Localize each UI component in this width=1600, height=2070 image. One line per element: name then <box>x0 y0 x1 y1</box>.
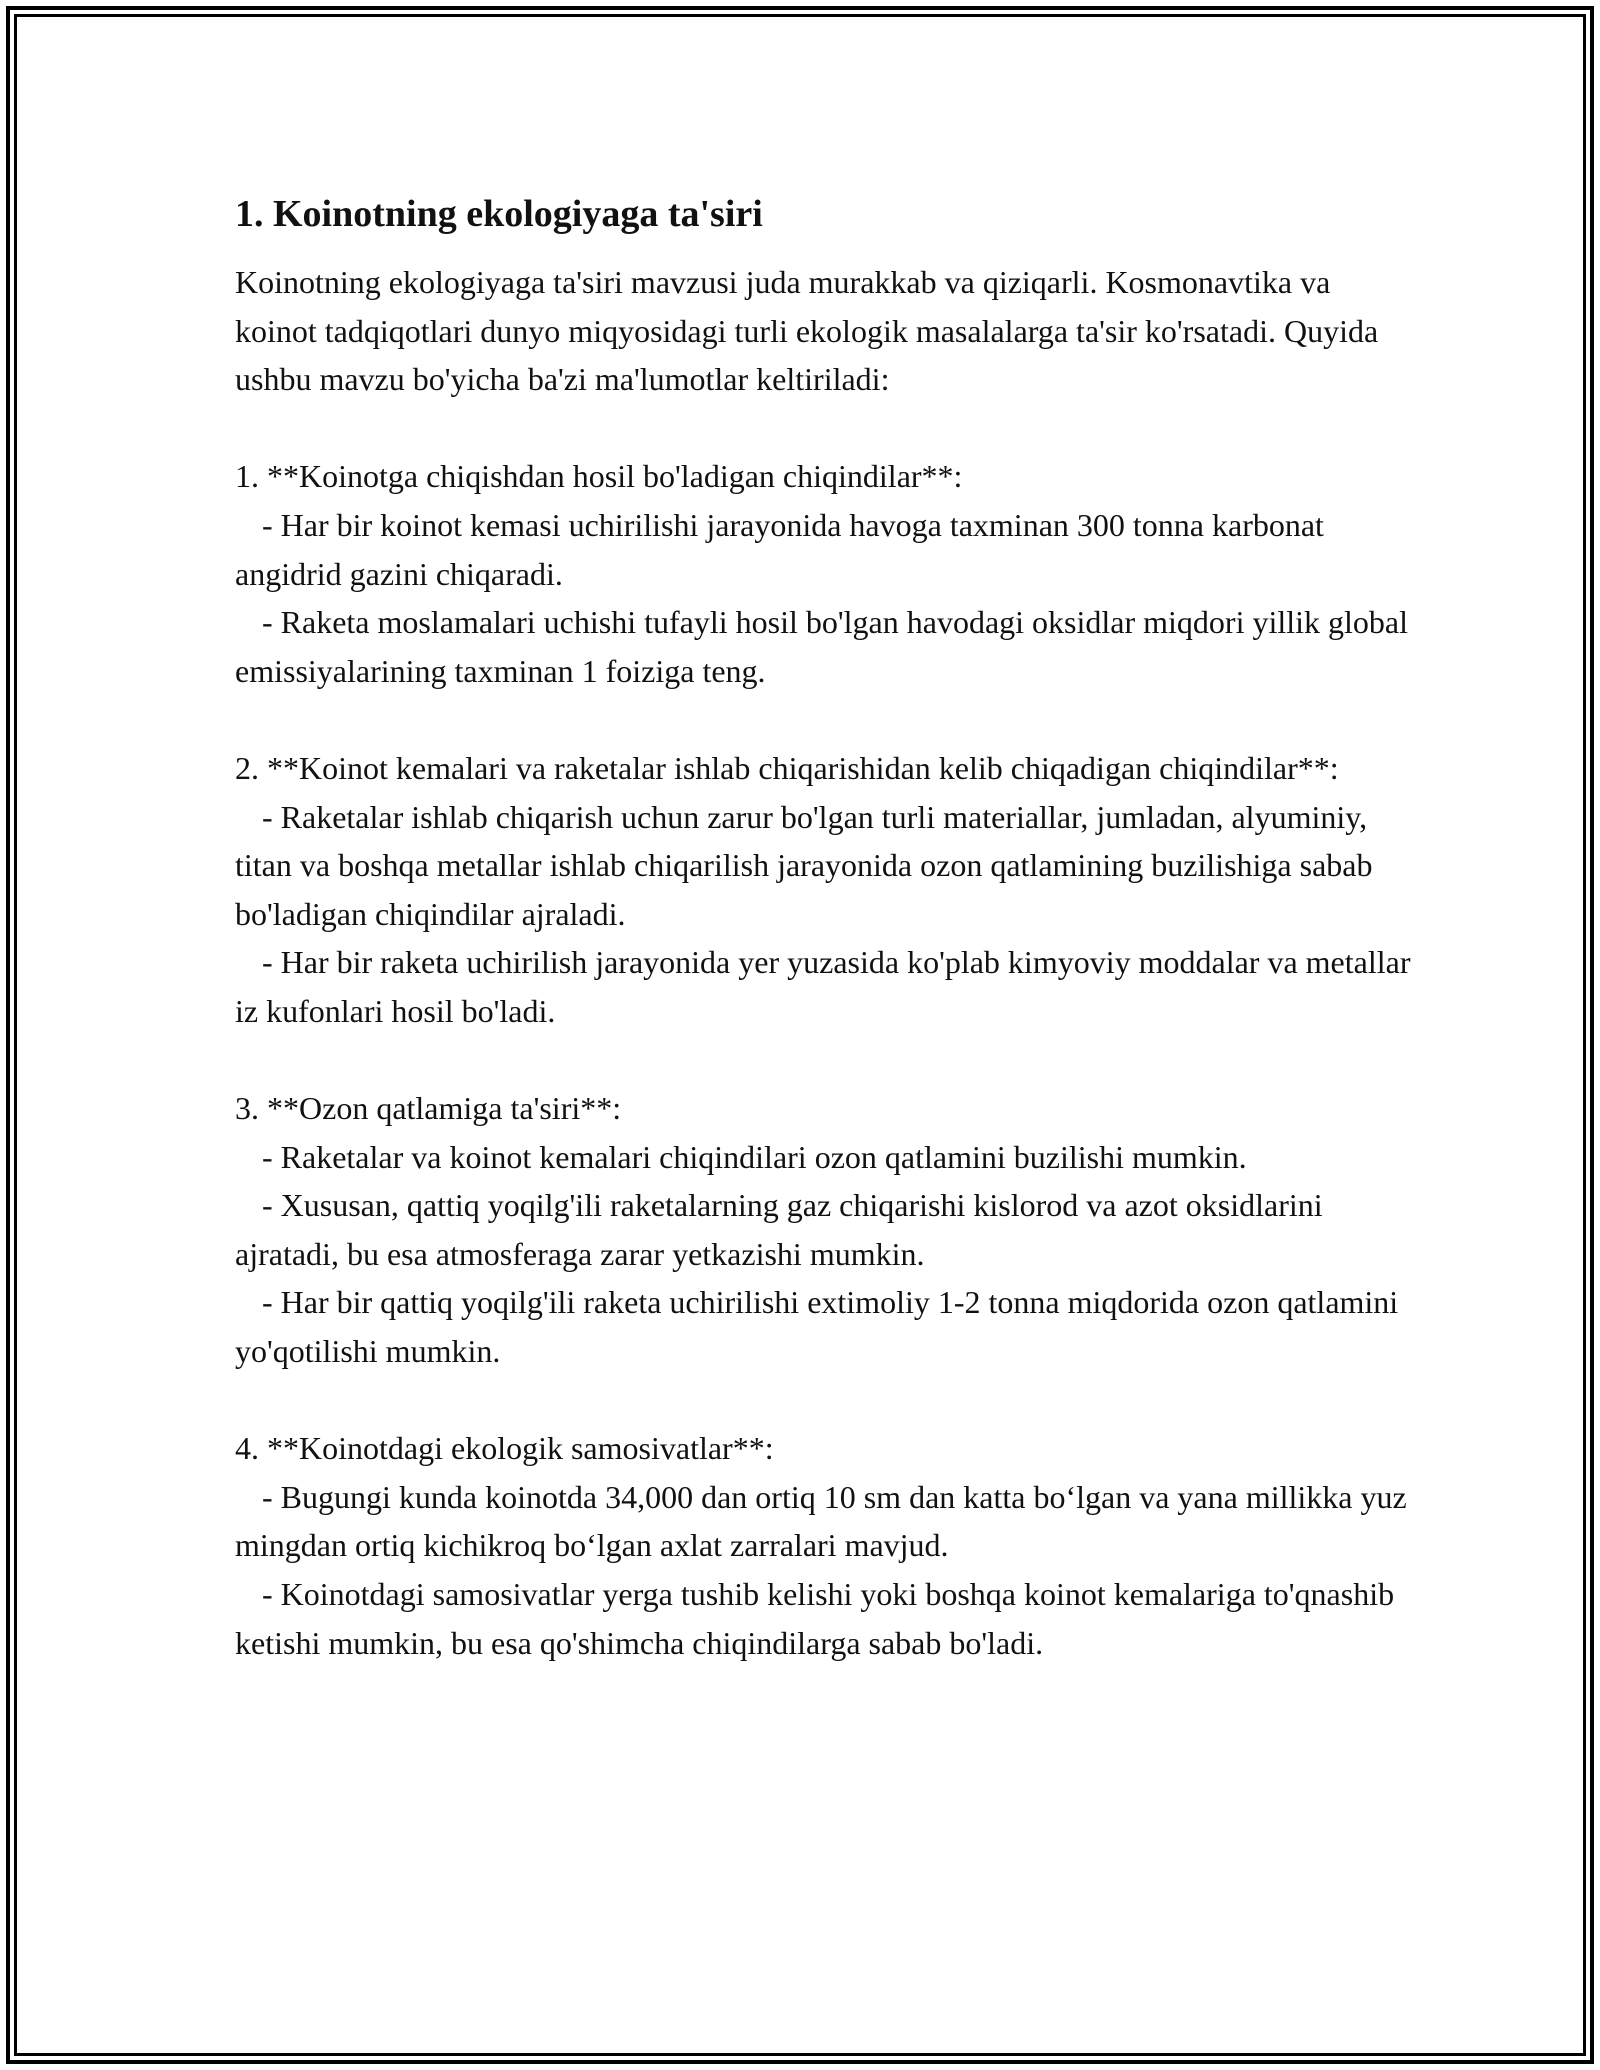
document-title: 1. Koinotning ekologiyaga ta'siri <box>235 193 763 235</box>
section-heading: 4. **Koinotdagi ekologik samosivatlar**: <box>235 1430 774 1467</box>
bullet-item: - Raketalar va koinot kemalari chiqindilari ozon qatlamini buzilishi mumkin. <box>262 1138 1247 1175</box>
section-2 <box>235 744 1415 1036</box>
bullet-item: - Raketa moslamalari uchishi tufayli hosil bo'lgan havodagi oksidlar miqdori yillik global emissiyalarining taxminan 1 foiziga teng. <box>235 604 1408 689</box>
section-4 <box>235 1424 1415 1667</box>
bullet-item: - Bugungi kunda koinotda 34,000 dan ortiq 10 sm dan katta bo‘lgan va yana millikka yuz mingdan ortiq kichikroq bo‘lgan axlat zarralari mavjud. <box>235 1478 1407 1564</box>
bullet-item: - Har bir qattiq yoqilg'ili raketa uchirilishi extimoliy 1-2 tonna miqdorida ozon qatlamini yo'qotilishi mumkin. <box>235 1284 1399 1370</box>
bullet-item: - Har bir koinot kemasi uchirilishi jarayonida havoga taxminan 300 tonna karbonat angidrid gazini chiqaradi. <box>235 506 1324 592</box>
section-1 <box>235 452 1415 695</box>
section-heading: 3. **Ozon qatlamiga ta'siri**: <box>235 1090 622 1127</box>
section-heading: 2. **Koinot kemalari va raketalar ishlab chiqarishidan kelib chiqadigan chiqindilar**: <box>235 749 1339 786</box>
bullet-item: - Har bir raketa uchirilish jarayonida yer yuzasida ko'plab kimyoviy moddalar va metallar iz kufonlari hosil bo'ladi. <box>235 944 1411 1029</box>
intro-paragraph: Koinotning ekologiyaga ta'siri mavzusi juda murakkab va qiziqarli. Kosmonavtika va koinot tadqiqotlari dunyo miqyosidagi turli ekologik masalalarga ta'sir ko'rsatadi. Quyida ushbu mavzu bo'yicha ba'zi ma'lumotlar keltiriladi: <box>235 264 1379 398</box>
bullet-item: - Raketalar ishlab chiqarish uchun zarur bo'lgan turli materiallar, jumladan, alyuminiy, titan va boshqa metallar ishlab chiqarilish jarayonida ozon qatlamining buzilishiga sabab bo'ladigan chiqindilar ajraladi. <box>235 798 1373 932</box>
bullet-item: - Xususan, qattiq yoqilg'ili raketalarning gaz chiqarishi kislorod va azot oksidlarini ajratadi, bu esa atmosferaga zarar yetkazishi mumkin. <box>235 1187 1323 1272</box>
section-3 <box>235 1084 1415 1376</box>
section-heading: 1. **Koinotga chiqishdan hosil bo'ladigan chiqindilar**: <box>235 458 963 495</box>
document-body <box>235 186 1415 1716</box>
bullet-item: - Koinotdagi samosivatlar yerga tushib kelishi yoki boshqa koinot kemalariga to'qnashib ketishi mumkin, bu esa qo'shimcha chiqindilarga sabab bo'ladi. <box>235 1576 1395 1661</box>
